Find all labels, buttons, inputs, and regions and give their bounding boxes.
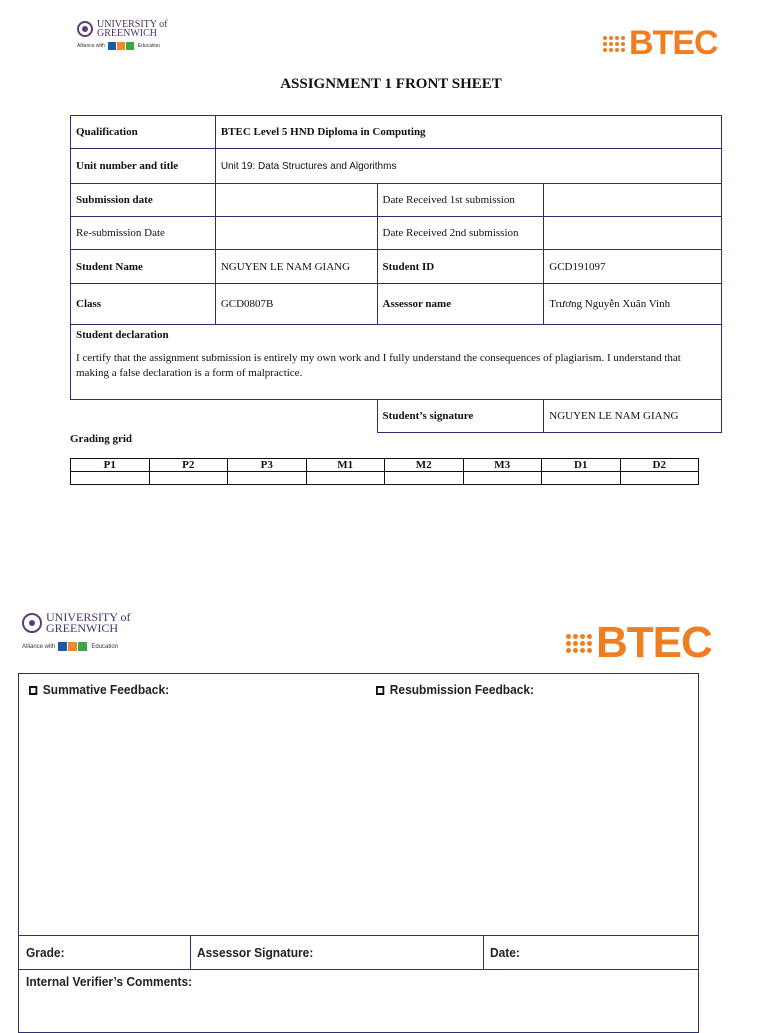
class-value: GCD0807B	[215, 284, 377, 325]
student-id-value: GCD191097	[544, 250, 722, 284]
assessor-name-label: Assessor name	[377, 284, 544, 325]
resubmission-date-label: Re-submission Date	[71, 217, 216, 250]
btec-logo-text: BTEC	[629, 24, 718, 62]
grade-divider	[190, 935, 191, 969]
student-id-label: Student ID	[377, 250, 544, 284]
alliance-prefix: Alliance with	[77, 43, 105, 49]
date-received-1-value	[544, 184, 722, 217]
alliance-suffix: Education	[91, 643, 119, 650]
internal-verifier-label: Internal Verifier’s Comments:	[26, 974, 193, 989]
verifier-divider	[19, 969, 698, 970]
date-received-1-label: Date Received 1st submission	[377, 184, 544, 217]
resubmission-feedback	[376, 682, 534, 697]
alliance-prefix: Alliance with	[22, 643, 56, 650]
grade-cell	[71, 472, 150, 485]
student-name-value: NGUYEN LE NAM GIANG	[215, 250, 377, 284]
qualification-value: BTEC Level 5 HND Diploma in Computing	[215, 116, 721, 149]
submission-date-value	[215, 184, 377, 217]
page-title: ASSIGNMENT 1 FRONT SHEET	[280, 76, 502, 92]
resubmission-row	[71, 217, 722, 250]
student-row	[71, 250, 722, 284]
university-of-greenwich-logo-2	[22, 612, 131, 651]
fpt-alliance-logo-2	[22, 642, 131, 651]
fpt-icon	[58, 642, 88, 651]
grading-grid-label: Grading grid	[70, 433, 133, 445]
unit-row	[71, 149, 722, 184]
unit-label: Unit number and title	[71, 149, 216, 184]
submission-row	[71, 184, 722, 217]
qualification-row	[71, 116, 722, 149]
btec-dots-icon	[603, 36, 625, 52]
signature-divider	[483, 935, 484, 969]
fpt-icon	[108, 42, 135, 50]
date-received-2-label: Date Received 2nd submission	[377, 217, 544, 250]
grade-col-p2: P2	[149, 459, 228, 472]
fpt-alliance-logo	[77, 42, 167, 50]
grade-cell	[149, 472, 228, 485]
class-label: Class	[71, 284, 216, 325]
submission-date-label: Submission date	[71, 184, 216, 217]
student-signature-value: NGUYEN LE NAM GIANG	[544, 400, 722, 433]
grade-cell	[385, 472, 464, 485]
front-sheet-table	[70, 115, 722, 433]
grading-value-row	[71, 472, 699, 485]
resubmission-date-value	[215, 217, 377, 250]
grading-header-row	[71, 459, 699, 472]
grade-col-d2: D2	[620, 459, 699, 472]
greenwich-crest-icon	[77, 21, 93, 37]
grading-grid	[70, 458, 699, 485]
greenwich-crest-icon	[22, 613, 42, 633]
grade-col-p1: P1	[71, 459, 150, 472]
grade-col-m3: M3	[463, 459, 542, 472]
summative-feedback-label: Summative Feedback:	[42, 682, 170, 697]
summative-feedback	[29, 682, 169, 697]
btec-logo-text: BTEC	[596, 618, 712, 667]
grade-cell	[228, 472, 307, 485]
grade-label: Grade:	[26, 945, 65, 960]
unit-value: Unit 19: Data Structures and Algorithms	[215, 149, 721, 184]
declaration-cell	[71, 325, 722, 400]
university-line1: UNIVERSITY of	[97, 19, 168, 30]
grade-col-d1: D1	[542, 459, 621, 472]
grade-col-m2: M2	[385, 459, 464, 472]
assessor-signature-label: Assessor Signature:	[197, 945, 314, 960]
university-line1: UNIVERSITY of	[46, 610, 131, 624]
declaration-row	[71, 325, 722, 400]
summative-checkbox-icon[interactable]	[29, 686, 37, 695]
feedback-box	[18, 673, 699, 1033]
qualification-label: Qualification	[71, 116, 216, 149]
signature-row	[71, 400, 722, 433]
class-row	[71, 284, 722, 325]
btec-dots-icon	[566, 634, 592, 653]
alliance-suffix: Education	[137, 43, 161, 49]
date-received-2-value	[544, 217, 722, 250]
student-name-label: Student Name	[71, 250, 216, 284]
btec-logo	[603, 24, 718, 63]
university-of-greenwich-logo	[77, 20, 167, 50]
grade-col-p3: P3	[228, 459, 307, 472]
declaration-label: Student declaration	[76, 329, 169, 341]
date-label: Date:	[490, 945, 520, 960]
grade-cell	[306, 472, 385, 485]
signature-spacer	[71, 400, 378, 433]
assessor-name-value: Trương Nguyễn Xuân Vinh	[544, 284, 722, 325]
university-line2: GREENWICH	[46, 621, 118, 635]
resubmission-feedback-label: Resubmission Feedback:	[389, 682, 535, 697]
student-signature-label: Student’s signature	[377, 400, 544, 433]
feedback-divider	[19, 935, 698, 936]
resubmission-checkbox-icon[interactable]	[376, 686, 384, 695]
university-line2: GREENWICH	[97, 28, 157, 39]
btec-logo-2	[566, 618, 712, 668]
declaration-text: I certify that the assignment submission is entirely my own work and I fully understand the consequences of plagiarism. I understand that making a false declaration is a form of malpractice.	[76, 352, 681, 379]
grade-cell	[620, 472, 699, 485]
grade-cell	[463, 472, 542, 485]
grade-col-m1: M1	[306, 459, 385, 472]
grade-cell	[542, 472, 621, 485]
